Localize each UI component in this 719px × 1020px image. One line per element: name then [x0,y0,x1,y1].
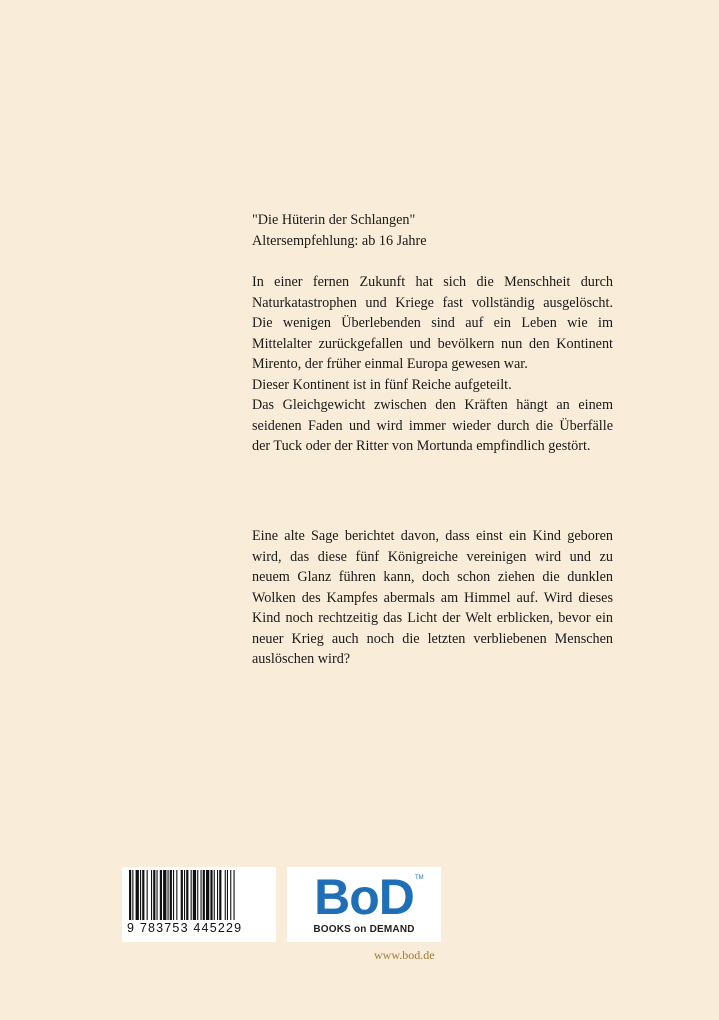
text-line: seidenen Faden und wird immer wieder durch die Überfälle [252,417,613,434]
text-line: der Tuck oder der Ritter von Mortunda empfindlich gestört. [252,438,591,454]
barcode-bars-icon [125,870,273,922]
text-line: Das Gleichgewicht zwischen den Kräften hängt an einem [252,397,613,413]
bod-logo-text: BoD [314,869,414,925]
age-recommendation: Altersempfehlung: ab 16 Jahre [252,232,427,249]
title-block [252,210,613,251]
publisher-logo [287,867,441,942]
isbn-number: 9 783753 445229 [127,921,243,935]
blurb-paragraph-2 [252,526,613,670]
trademark-mark: TM [415,875,424,881]
blurb-paragraph-1 [252,272,613,457]
text-line: Eine alte Sage berichtet davon, dass einst ein Kind geboren [252,528,613,544]
text-line: In einer fernen Zukunft hat sich die Menschheit durch [252,274,613,290]
text-line: neuer Krieg auch noch die letzten verbliebenen Menschen [252,630,613,647]
text-line: Mittelalter zurückgefallen und bevölkern nun den Kontinent [252,335,613,352]
text-line: auslöschen wird? [252,651,351,667]
text-line: neuem Glanz führen kann, doch schon ziehen die dunklen [252,569,613,585]
publisher-url: www.bod.de [374,948,435,962]
text-line: wird, das diese fünf Königreiche vereinigen wird und zu [252,548,613,565]
text-line: Die wenigen Überlebenden sind auf ein Leben wie im [252,315,613,331]
publisher-tagline: BOOKS on DEMAND [313,924,415,935]
text-line: Wolken des Kampfes abermals am Himmel auf. Wird dieses [252,589,613,606]
text-line: Mirento, der früher einmal Europa gewesen war. [252,356,528,372]
barcode [122,867,276,942]
text-line: Naturkatastrophen und Kriege fast vollständig ausgelöscht. [252,294,613,311]
text-line: Dieser Kontinent ist in fünf Reiche aufgeteilt. [252,376,512,393]
text-line: Kind noch rechtzeitig das Licht der Welt erblicken, bevor ein [252,610,613,626]
book-title: "Die Hüterin der Schlangen" [252,212,416,228]
